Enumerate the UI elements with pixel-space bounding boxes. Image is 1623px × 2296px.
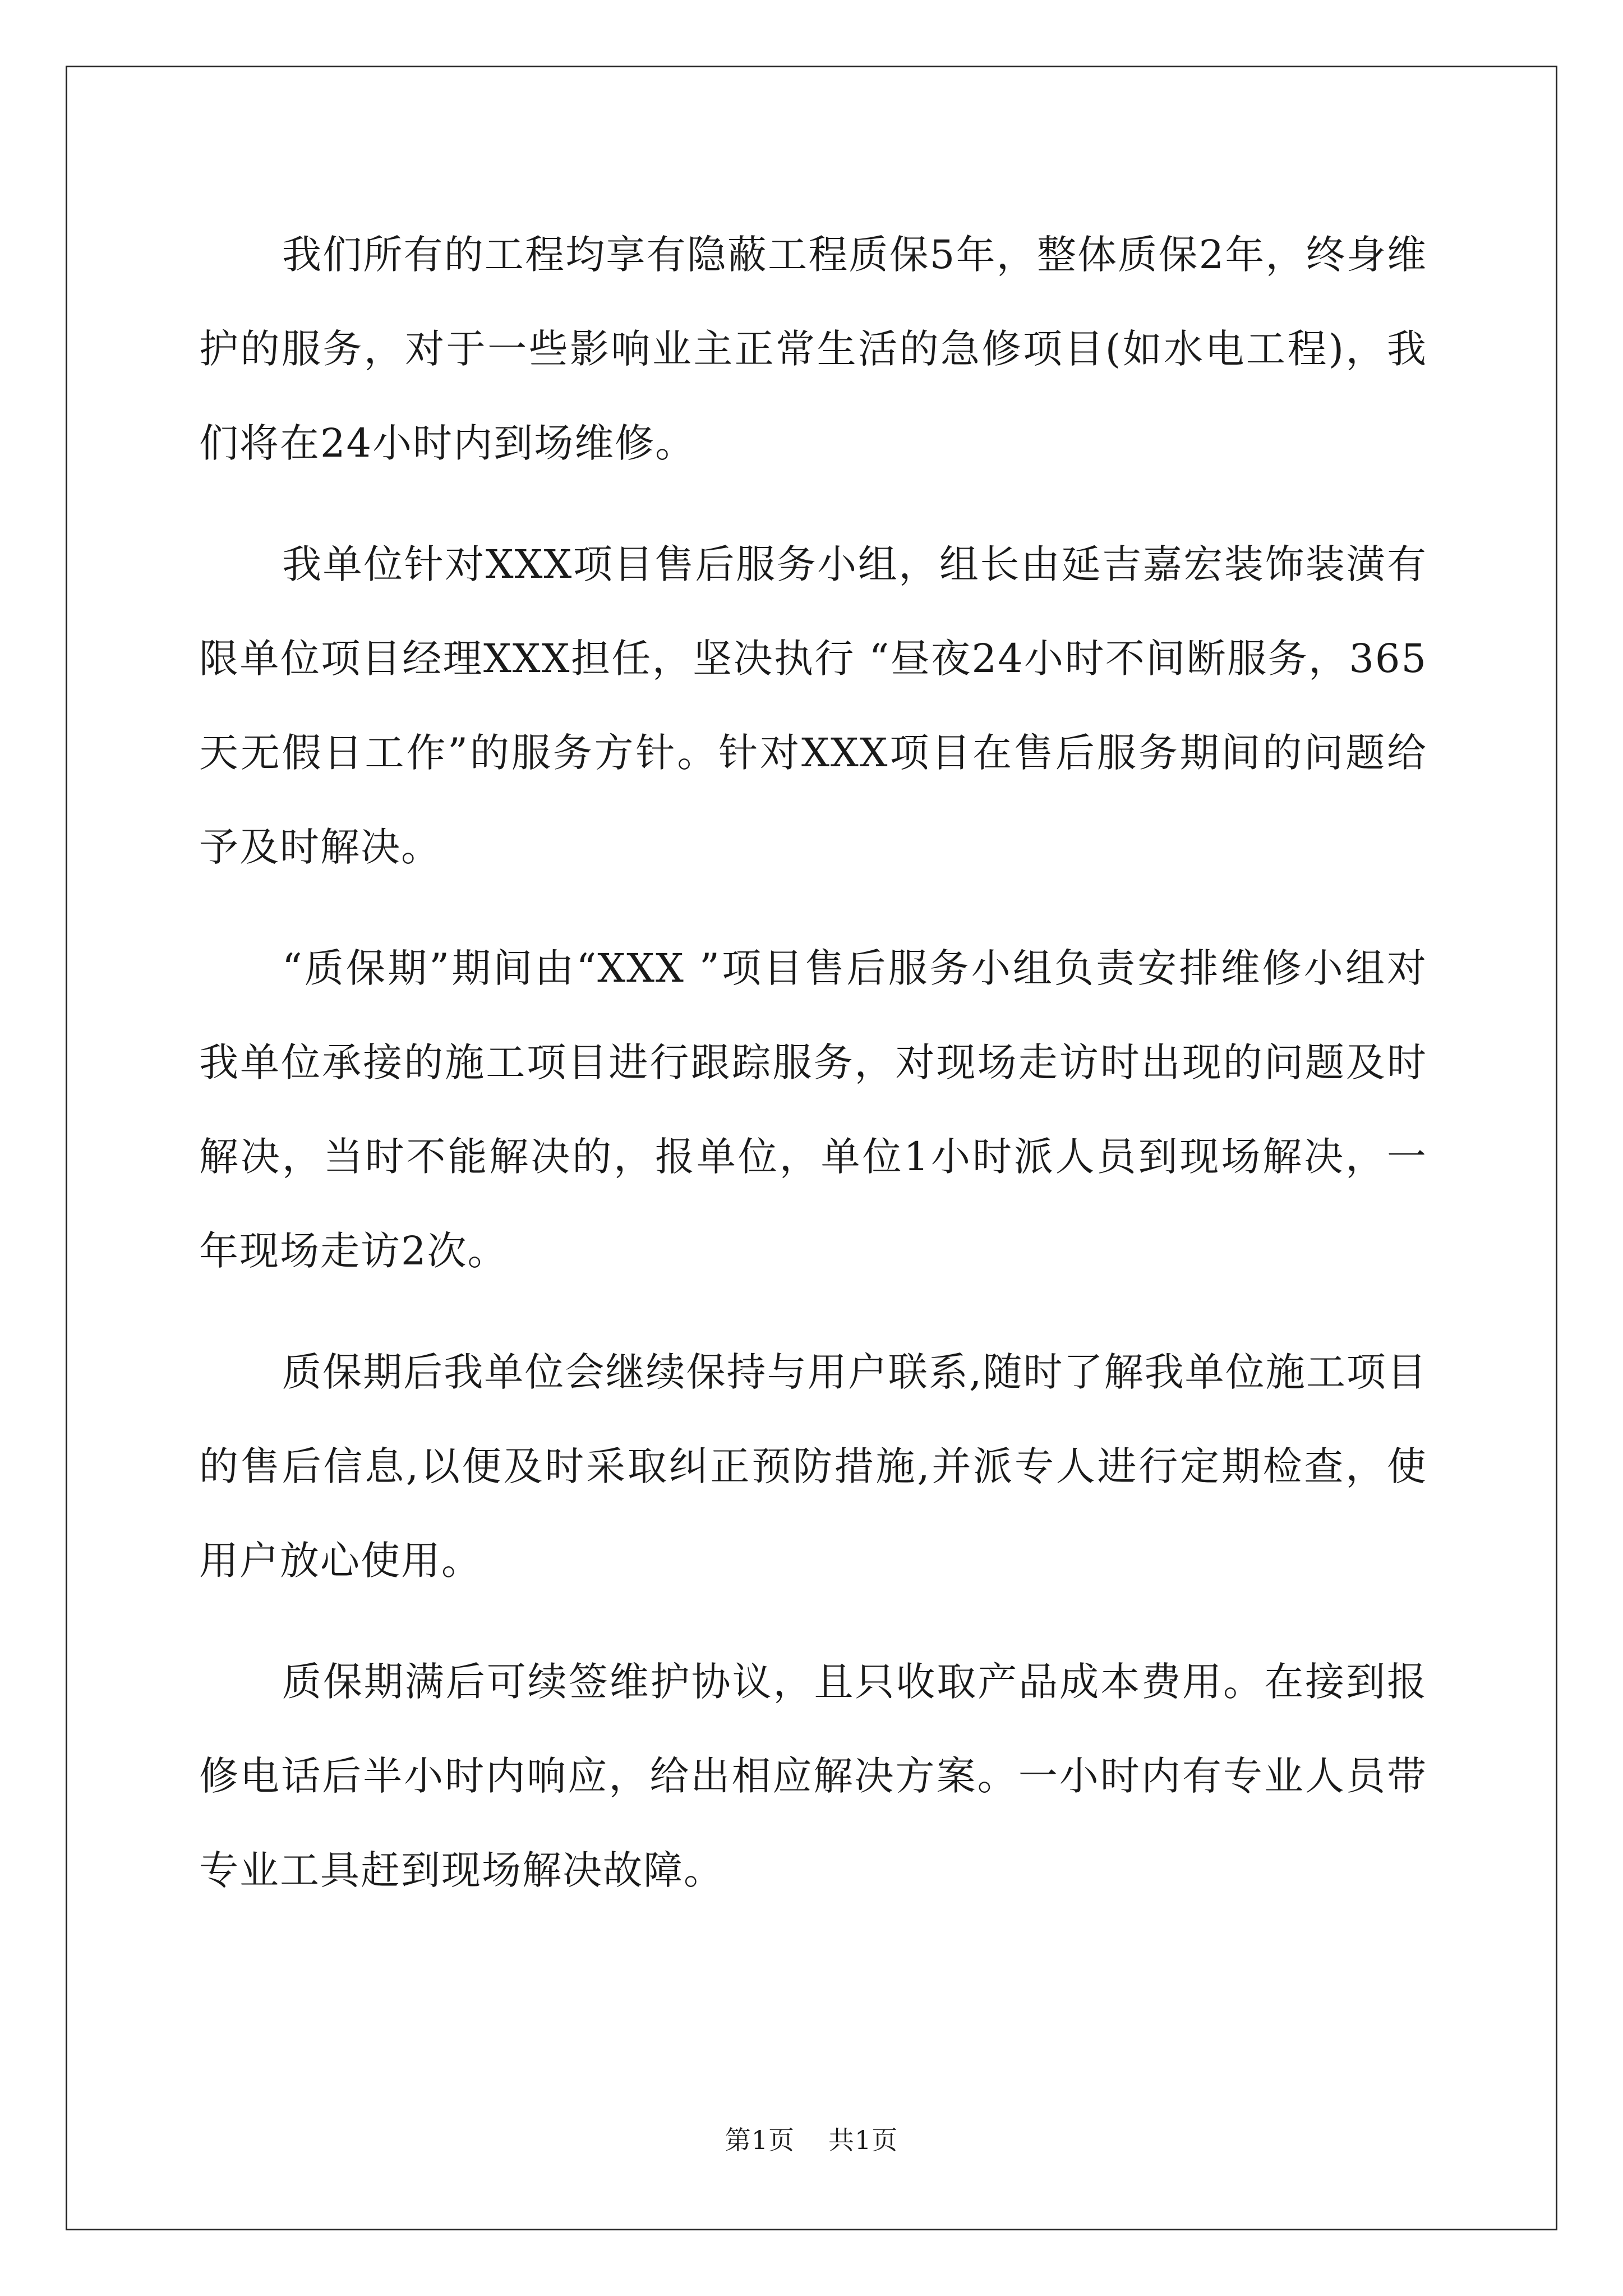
paragraph-warranty: 我们所有的工程均享有隐蔽工程质保5年，整体质保2年，终身维护的服务，对于一些影响业主正常生活的急修项目(如水电工程)，我们将在24小时内到场维修。 [199,232,1427,466]
page-number-total: 共1页 [828,2125,898,2155]
document-body [199,208,1427,1944]
paragraph-maintenance-agreement: 质保期满后可续签维护协议，且只收取产品成本费用。在接到报修电话后半小时内响应，给出相应解决方案。一小时内有专业人员带专业工具赶到现场解决故障。 [199,1659,1427,1893]
paragraph-post-warranty: 质保期后我单位会继续保持与用户联系,随时了解我单位施工项目的售后信息,以便及时采取纠正预防措施,并派专人进行定期检查，使用户放心使用。 [199,1349,1427,1584]
page-number-current: 第1页 [725,2125,795,2155]
page-footer [0,2123,1623,2157]
paragraph-warranty-period: “质保期”期间由“XXX ”项目售后服务小组负责安排维修小组对我单位承接的施工项目进行跟踪服务，对现场走访时出现的问题及时解决，当时不能解决的，报单位，单位1小时派人员到现场解决，一年现场走访2次。 [199,945,1427,1274]
paragraph-service-team: 我单位针对XXX项目售后服务小组，组长由延吉嘉宏装饰装潢有限单位项目经理XXX担任，坚决执行 “昼夜24小时不间断服务，365天无假日工作”的服务方针。针对XXX项目在售后服务期间的问题给予及时解决。 [199,541,1427,870]
